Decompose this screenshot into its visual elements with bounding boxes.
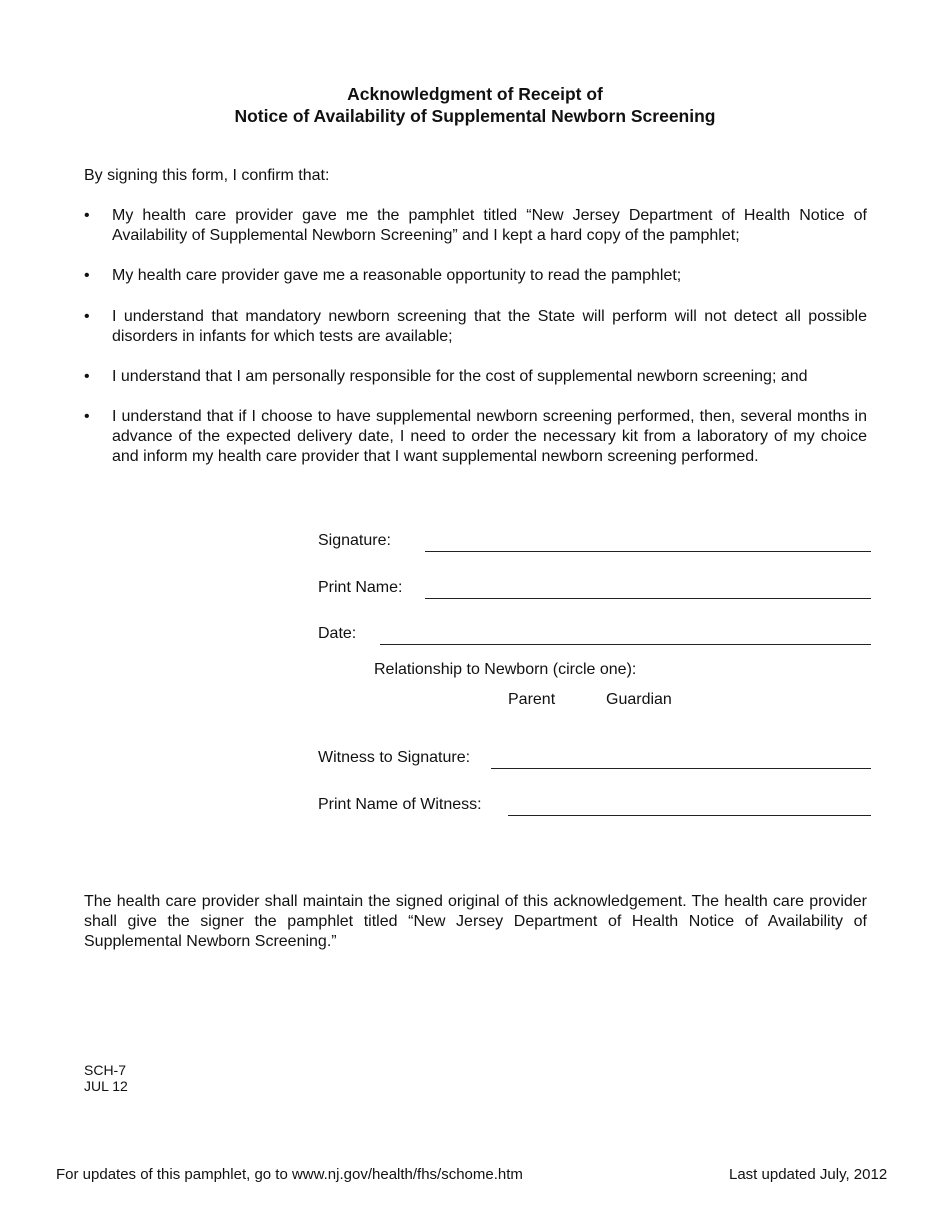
bullet-icon: • xyxy=(84,368,90,385)
list-item: • I understand that mandatory newborn screening that the State will perform will not detect all possible disorders in infants for which tests are available; xyxy=(84,308,867,345)
bullet-icon: • xyxy=(84,408,90,425)
list-item: • I understand that I am personally responsible for the cost of supplemental newborn screening; and xyxy=(84,368,808,385)
form-code: SCH-7 xyxy=(84,1062,127,1078)
print-name-label: Print Name: xyxy=(318,579,403,596)
signature-line[interactable] xyxy=(425,551,871,552)
bullet-icon: • xyxy=(84,207,90,224)
witness-name-label: Print Name of Witness: xyxy=(318,796,482,813)
option-guardian[interactable]: Guardian xyxy=(606,691,672,708)
date-line[interactable] xyxy=(380,644,871,645)
footer-updates: For updates of this pamphlet, go to www.nj.gov/health/fhs/schome.htm xyxy=(56,1166,523,1183)
bullet-icon: • xyxy=(84,267,90,284)
list-item: • My health care provider gave me a reasonable opportunity to read the pamphlet; xyxy=(84,267,682,284)
witness-signature-label: Witness to Signature: xyxy=(318,749,471,766)
page-title-line-1: Acknowledgment of Receipt of xyxy=(347,84,603,104)
witness-signature-line[interactable] xyxy=(491,768,871,769)
footer-last-updated: Last updated July, 2012 xyxy=(729,1166,888,1183)
bullet-icon: • xyxy=(84,308,90,325)
list-item: • I understand that if I choose to have supplemental newborn screening performed, then, several months in advance of the expected delivery date, I need to order the necessary kit from a laboratory of my choice and inform my health care provider that I want supplemental newborn screening performed. xyxy=(84,408,867,465)
list-item: • My health care provider gave me the pamphlet titled “New Jersey Department of Health Notice of Availability of Supplemental Newborn Screening” and I kept a hard copy of the pamphlet; xyxy=(84,207,867,244)
page-title-line-2: Notice of Availability of Supplemental Newborn Screening xyxy=(234,106,716,126)
print-name-line[interactable] xyxy=(425,598,871,599)
relationship-label: Relationship to Newborn (circle one): xyxy=(374,661,637,678)
intro-text: By signing this form, I confirm that: xyxy=(84,167,330,184)
witness-name-line[interactable] xyxy=(508,815,871,816)
signature-label: Signature: xyxy=(318,532,391,549)
closing-paragraph: The health care provider shall maintain the signed original of this acknowledgement. The health care provider shall give the signer the pamphlet titled “New Jersey Department of Health Notice of Availability of Supplemental Newborn Screening.” xyxy=(84,893,867,950)
date-label: Date: xyxy=(318,625,357,642)
option-parent[interactable]: Parent xyxy=(508,691,556,708)
form-code-date: JUL 12 xyxy=(84,1078,128,1094)
